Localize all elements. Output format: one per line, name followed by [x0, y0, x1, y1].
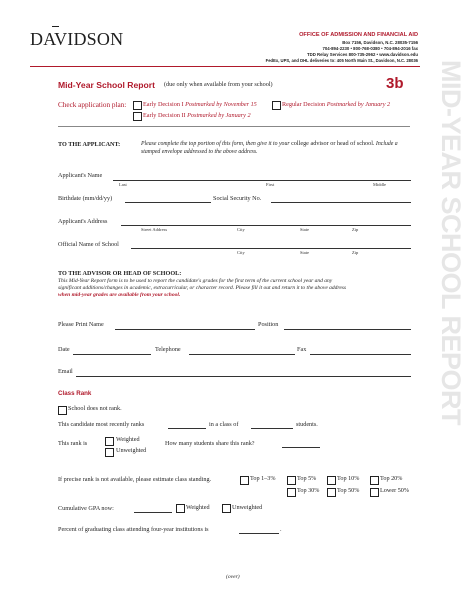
applicant-instructions: [141, 140, 411, 156]
plan-ed2-name: Early Decision II: [143, 112, 186, 119]
top-10-checkbox[interactable]: [327, 476, 336, 485]
no-rank-checkbox[interactable]: [58, 406, 67, 415]
addr-zip-caption: Zip: [352, 227, 359, 232]
telephone-label: Telephone: [155, 346, 181, 353]
percent-suffix: .: [280, 526, 282, 533]
top-20-label: Top 20%: [380, 475, 403, 482]
applicant-instr-b: college advisor or head of: [291, 140, 356, 147]
top-1-3-label: Top 1–3%: [250, 475, 276, 482]
gpa-label: Cumulative GPA now:: [58, 505, 114, 512]
ssn-field[interactable]: [271, 202, 411, 203]
email-label: Email: [58, 368, 73, 375]
advisor-text-2: significant additions/changes in academic, extracurricular, or character record. Please fill it out and return it to the above address: [58, 285, 347, 291]
lower-50-label: Lower 50%: [380, 487, 410, 494]
rank-is-label: This rank is: [58, 440, 88, 447]
plan-divider: [58, 126, 410, 127]
class-size-field[interactable]: [251, 428, 293, 429]
percent-field[interactable]: [239, 533, 279, 534]
rank-unweighted-checkbox[interactable]: [105, 448, 114, 457]
form-title: Mid-Year School Report: [58, 80, 155, 90]
plan-ed1-note: Postmarked by November 15: [185, 101, 257, 108]
top-1-3-checkbox[interactable]: [240, 476, 249, 485]
office-line-2: 704-894-2230 • 800-768-0380 • 704-894-2016 fax: [322, 46, 418, 51]
applicant-heading: TO THE APPLICANT:: [58, 141, 121, 148]
position-field[interactable]: [284, 329, 411, 330]
name-last-caption: Last: [119, 182, 127, 187]
plan-ed2-checkbox[interactable]: [133, 112, 142, 121]
school-field[interactable]: [131, 248, 411, 249]
plan-rd-name: Regular Decision: [282, 101, 326, 108]
class-rank-heading: Class Rank: [58, 390, 92, 397]
addr-street-caption: Street Address: [141, 227, 168, 232]
vertical-title: MID-YEAR SCHOOL REPORT: [436, 60, 466, 426]
school-zip-caption: Zip: [352, 250, 359, 255]
advisor-heading: TO THE ADVISOR OR HEAD OF SCHOOL:: [58, 270, 182, 277]
applicant-address-field[interactable]: [121, 225, 411, 226]
top-30-checkbox[interactable]: [287, 488, 296, 497]
davidson-logo: [30, 29, 123, 50]
plan-rd-label: [282, 101, 390, 108]
advisor-text-3: when mid-year grades are available from your school.: [58, 292, 181, 298]
form-title-note: (due only when available from your school): [164, 81, 273, 88]
name-first-caption: First: [266, 182, 275, 187]
position-label: Position: [258, 321, 279, 328]
plan-ed1-checkbox[interactable]: [133, 101, 142, 110]
plan-ed1-name: Early Decision I: [143, 101, 184, 108]
lower-50-checkbox[interactable]: [370, 488, 379, 497]
email-field[interactable]: [76, 376, 411, 377]
plan-ed2-label: [143, 112, 251, 119]
office-title: OFFICE OF ADMISSION AND FINANCIAL AID: [299, 32, 418, 38]
birthdate-label: Birthdate (mm/dd/yy): [58, 195, 113, 202]
applicant-name-field[interactable]: [113, 180, 411, 181]
telephone-field[interactable]: [189, 354, 295, 355]
date-label: Date: [58, 346, 70, 353]
applicant-instr-d: Include a stamped envelope addressed to the above address.: [141, 141, 398, 155]
students-label: students.: [296, 421, 318, 428]
form-code: 3b: [386, 75, 404, 92]
advisor-text-1: This Mid-Year Report form is to be used to report the candidate's grades for the first term of the current school year and any: [58, 278, 333, 284]
addr-state-caption: State: [300, 227, 309, 232]
vertical-title-strip: [438, 60, 464, 580]
no-rank-label: School does not rank.: [68, 405, 122, 412]
top-10-label: Top 10%: [337, 475, 360, 482]
office-line-4: FedEx, UPS, and DHL deliveries to: 405 North Main St., Davidson, N.C. 28036: [265, 58, 418, 63]
logo-text: DAVIDSON: [30, 29, 124, 49]
top-50-checkbox[interactable]: [327, 488, 336, 497]
rank-unweighted-label: Unweighted: [116, 447, 147, 454]
share-rank-label: How many students share this rank?: [165, 440, 255, 447]
percent-label: Percent of graduating class attending four-year institutions is: [58, 526, 209, 533]
school-city-caption: City: [237, 250, 245, 255]
applicant-address-label: Applicant's Address: [58, 218, 108, 225]
rank-field[interactable]: [168, 428, 206, 429]
birthdate-field[interactable]: [125, 202, 211, 203]
applicant-instr-c: school.: [356, 140, 375, 147]
gpa-field[interactable]: [134, 512, 172, 513]
header-rule: [30, 66, 420, 67]
plan-label: Check application plan:: [58, 101, 127, 109]
top-5-checkbox[interactable]: [287, 476, 296, 485]
top-5-label: Top 5%: [297, 475, 317, 482]
gpa-weighted-label: Weighted: [186, 504, 210, 511]
applicant-instr-a: Please complete the top portion of this form, then give it to your: [141, 141, 292, 147]
print-name-label: Please Print Name: [58, 321, 104, 328]
fax-label: Fax: [297, 346, 307, 353]
name-middle-caption: Middle: [373, 182, 386, 187]
school-label: Official Name of School: [58, 241, 119, 248]
fax-field[interactable]: [310, 354, 411, 355]
share-rank-field[interactable]: [282, 447, 320, 448]
ssn-label: Social Security No.: [213, 195, 262, 202]
class-of-label: in a class of: [209, 421, 239, 428]
top-30-label: Top 30%: [297, 487, 320, 494]
print-name-field[interactable]: [115, 329, 255, 330]
plan-ed1-label: [143, 101, 257, 108]
estimate-label: If precise rank is not available, please estimate class standing.: [58, 476, 212, 483]
top-20-checkbox[interactable]: [370, 476, 379, 485]
rank-weighted-label: Weighted: [116, 436, 140, 443]
applicant-name-label: Applicant's Name: [58, 172, 103, 179]
plan-rd-note: Postmarked by January 2: [326, 101, 391, 108]
addr-city-caption: City: [237, 227, 245, 232]
office-line-1: Box 7156, Davidson, N.C. 28035-7156: [342, 40, 418, 45]
office-line-3: TDD Relay Services 800-735-2962 • www.davidson.edu: [307, 52, 418, 57]
gpa-weighted-checkbox[interactable]: [176, 504, 185, 513]
top-50-label: Top 50%: [337, 487, 360, 494]
date-field[interactable]: [73, 354, 151, 355]
gpa-unweighted-checkbox[interactable]: [222, 504, 231, 513]
ranks-label: This candidate most recently ranks: [58, 421, 145, 428]
rank-weighted-checkbox[interactable]: [105, 437, 114, 446]
plan-ed2-note: Postmarked by January 2: [187, 112, 251, 119]
school-state-caption: State: [300, 250, 309, 255]
over-label: (over): [226, 574, 240, 580]
logo-crown-icon: [52, 26, 59, 30]
plan-rd-checkbox[interactable]: [272, 101, 281, 110]
gpa-unweighted-label: Unweighted: [232, 504, 263, 511]
